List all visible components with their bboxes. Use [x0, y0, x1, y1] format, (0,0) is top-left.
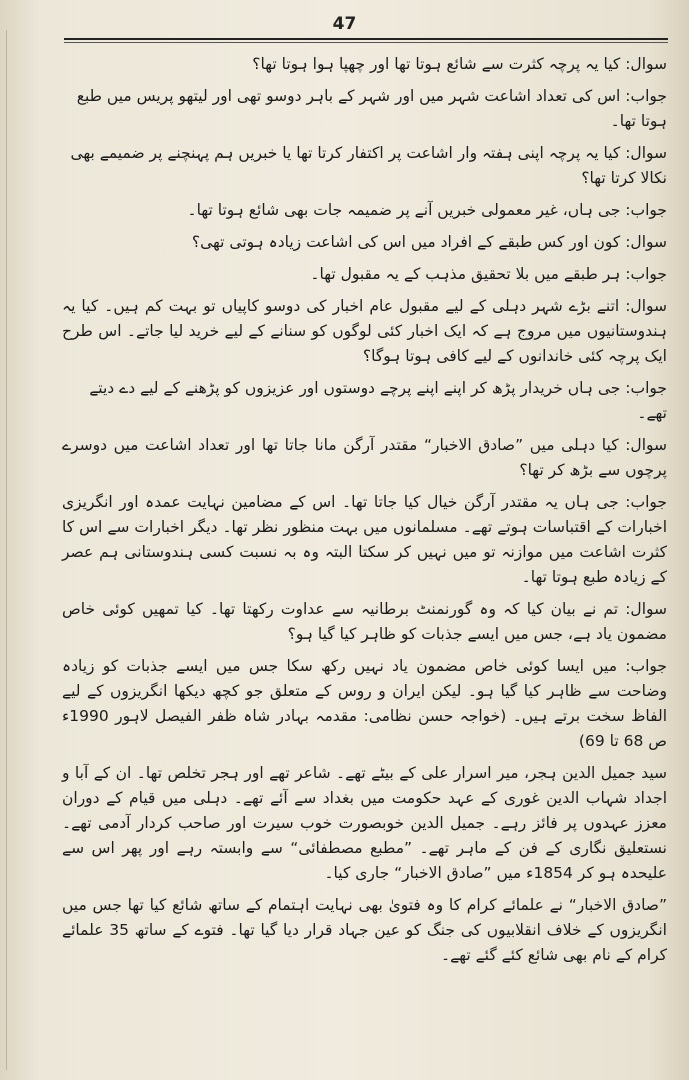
answer-paragraph: جواب: میں ایسا کوئی خاص مضمون یاد نہیں رکھ سکا جس میں ایسے جذبات کو زیادہ وضاحت سے ظاہر کیا گیا ہو۔ لیکن ایران و روس کے متعلق جو کچھ دیکھا انگریزوں کے لیے الفاظ سخت برتے ہیں۔ (خواجہ حسن نظامی: مقدمہ بہادر شاہ ظفر الفیصل لاہور 1990ء ص 68 تا 69) — [62, 657, 667, 750]
page-number: 47 — [332, 14, 357, 34]
page-binding-edge — [6, 30, 7, 1070]
answer-paragraph: جواب: ہر طبقے میں بلا تحقیق مذہب کے یہ مقبول تھا۔ — [310, 265, 667, 283]
question-paragraph: سوال: کیا دہلی میں ”صادق الاخبار“ مقتدر آرگن مانا جاتا تھا اور تعداد اشاعت میں دوسرے پرچوں سے بڑھ کر تھا؟ — [62, 436, 667, 479]
answer-paragraph: جواب: اس کی تعداد اشاعت شہر میں اور شہر کے باہر دوسو تھی اور لیتھو پریس میں طبع ہوتا تھا۔ — [76, 87, 667, 130]
page-body — [62, 52, 667, 975]
fatwa-paragraph: ”صادق الاخبار“ نے علمائے کرام کا وہ فتویٰ بھی نہایت اہتمام کے ساتھ شائع کیا تھا جس میں انگریزوں کے خلاف انقلابیوں کی جنگ کو عین جہاد قرار دیا گیا تھا۔ فتوے کے ساتھ 35 علمائے کرام کے نام بھی شائع کئے گئے تھے۔ — [62, 896, 667, 964]
question-paragraph: سوال: کیا یہ پرچہ اپنی ہفتہ وار اشاعت پر اکتفار کرتا تھا یا خبریں ہم پہنچنے پر ضمیمے بھی نکالا کرتا تھا؟ — [70, 144, 667, 187]
answer-paragraph: جواب: جی ہاں خریدار پڑھ کر اپنے اپنے پرچے دوستوں اور عزیزوں کو پڑھنے کے لیے دے دیتے تھے۔ — [89, 379, 667, 422]
question-paragraph: سوال: تم نے بیان کیا کہ وہ گورنمنٹ برطانیہ سے عداوت رکھتا تھا۔ کیا تمھیں کوئی خاص مضمون یاد ہے، جس میں ایسے جذبات کو ظاہر کیا گیا ہو؟ — [62, 600, 667, 643]
header-rule-thin — [64, 42, 668, 43]
question-paragraph: سوال: اتنے بڑے شہر دہلی کے لیے مقبول عام اخبار کی دوسو کاپیاں تو بہت کم ہیں۔ کیا یہ ہندوستانیوں میں مروج ہے کہ ایک اخبار کئی لوگوں کو سنانے کے لیے خرید لیا جاتے۔ اس طرح ایک پرچہ کئی خاندانوں کے لیے کافی ہوتا ہوگا؟ — [62, 297, 667, 365]
question-paragraph: سوال: کیا یہ پرچہ کثرت سے شائع ہوتا تھا اور چھپا ہوا ہوتا تھا؟ — [252, 55, 667, 73]
biography-paragraph: سید جمیل الدین ہجر، میر اسرار علی کے بیٹے تھے۔ شاعر تھے اور ہجر تخلص تھا۔ ان کے آبا و اجداد شہاب الدین غوری کے عہد حکومت میں بغداد سے آئے تھے۔ دہلی میں قیام کے دوران معزز عہدوں پر فائز رہے۔ جمیل الدین خوبصورت خوب سیرت اور صاحب کردار آدمی تھے۔ نستعلیق نگاری کے فن کے ماہر تھے۔ ”مطبع مصطفائی“ سے وابستہ رہے اور پھر اس سے علیحدہ ہو کر 1854ء میں ”صادق الاخبار“ جاری کیا۔ — [62, 764, 667, 882]
header-rule — [64, 38, 668, 40]
answer-paragraph: جواب: جی ہاں، غیر معمولی خبریں آنے پر ضمیمہ جات بھی شائع ہوتا تھا۔ — [187, 201, 667, 219]
question-paragraph: سوال: کون اور کس طبقے کے افراد میں اس کی اشاعت زیادہ ہوتی تھی؟ — [191, 233, 667, 251]
answer-paragraph: جواب: جی ہاں یہ مقتدر آرگن خیال کیا جاتا تھا۔ اس کے مضامین نہایت عمدہ اور انگریزی اخبارات کے اقتباسات ہوتے تھے۔ مسلمانوں میں بہت منظور نظر تھا۔ دیگر اخبارات سے اس کا کثرت اشاعت میں موازنہ تو میں نہیں کر سکتا البتہ وہ بہ نسبت کسی ہندوستانی ہم عصر کے زیادہ طبع ہوتا تھا۔ — [62, 493, 667, 586]
